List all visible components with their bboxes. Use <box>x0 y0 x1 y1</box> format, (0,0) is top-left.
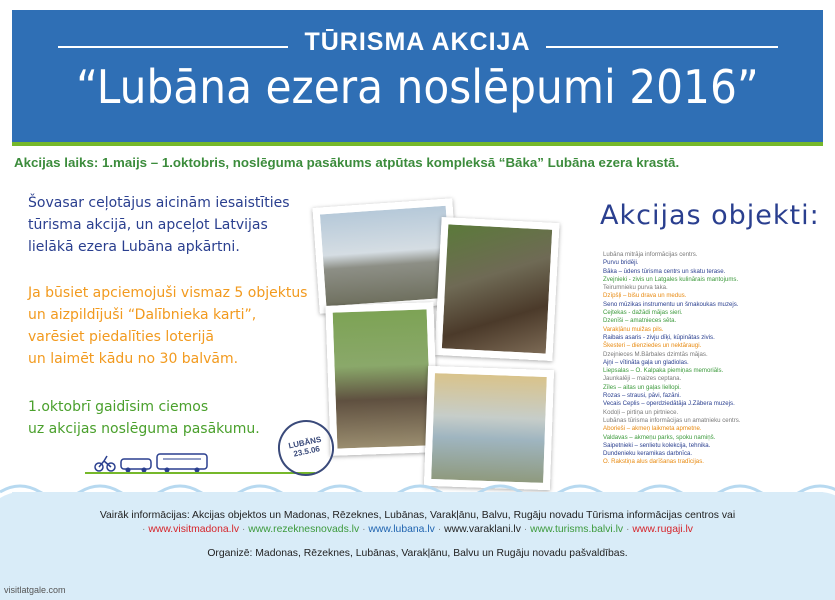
footer-panel <box>12 492 823 588</box>
link-visitmadona[interactable]: www.visitmadona.lv <box>148 524 240 535</box>
header-subtitle: TŪRISMA AKCIJA <box>304 28 531 56</box>
object-item: Cejtekas - dažādi mājas sieri. <box>603 309 683 317</box>
object-item: Dundenieku keramikas darbnīca. <box>603 450 693 458</box>
intro-line: lielākā ezera Lubāna apkārtni. <box>28 239 240 255</box>
photo-ostriches <box>325 302 438 456</box>
object-item: Saipetnieki – senlietu kolekcija, tehnika. <box>603 441 711 449</box>
object-item: Varakļānu muižas pils. <box>603 325 664 333</box>
green-divider <box>12 142 823 146</box>
object-item: Vecais Ceplis – operdziedātāja J.Zābera muzejs. <box>603 400 735 408</box>
objects-title: Akcijas objekti: <box>600 200 820 231</box>
object-item: Seno mūzikas instrumentu un šmakoukas muzejs. <box>603 300 739 308</box>
link-rezeknesnovads[interactable]: www.rezeknesnovads.lv <box>248 524 360 535</box>
footer-info: Vairāk informācijas: Akcijas objektos un Madonas, Rēzeknes, Lubānas, Varakļānu, Balvu, Rugāju novadu Tūrisma informācijas centros vai <box>99 510 736 521</box>
intro-line: un laimēt kādu no 30 balvām. <box>28 351 239 367</box>
object-item: O. Rakstiņa alus darīšanas tradīcijas. <box>603 458 704 466</box>
object-item: Valdavas – akmeņu parks, spoku namiņš. <box>603 433 716 441</box>
footer-organizers: Organizē: Madonas, Rēzeknes, Lubānas, Varakļānu, Balvu un Rugāju novadu pašvaldības. <box>207 548 628 559</box>
object-item: Škesteri – dienziedes un nektāraugi. <box>603 342 702 350</box>
photo-fish-smoking <box>434 217 559 361</box>
object-item: Ajņi – vītināta gaļa un gladiolas. <box>603 358 689 366</box>
object-item: Lubāna mitrāja informācijas centrs. <box>603 251 698 258</box>
campaign-dates: Akcijas laiks: 1.maijs – 1.oktobris, noslēguma pasākums atpūtas kompleksā “Bāka” Lubāna ezera krastā. <box>14 155 680 170</box>
object-item: Liepsalas – O. Kalpaka piemiņas memoriāls. <box>603 367 724 375</box>
link-lubana[interactable]: www.lubana.lv <box>368 524 435 535</box>
intro-line: Šovasar ceļotājus aicinām iesaistīties <box>28 195 290 211</box>
intro-line: tūrisma akcijā, un apceļot Latvijas <box>28 217 268 233</box>
intro-line: Ja būsiet apciemojuši vismaz 5 objektus <box>28 285 308 301</box>
object-item: Dzejnieces M.Bārbales dzimtās mājas. <box>603 350 708 358</box>
object-item: Dzenīši – amatnieces sēta. <box>603 317 677 325</box>
object-item: Zvejnieki - zivis un Latgales kulinārais mantojums. <box>603 275 739 283</box>
intro-line: varēsiet piedalīties loterijā <box>28 329 215 345</box>
object-item: Raibais asaris - zivju dīķi, kūpinātas zivis. <box>603 333 715 341</box>
object-item: Kodoļi – pirtiņa un pirtniece. <box>603 408 679 416</box>
header-title: “Lubāna ezera noslēpumi 2016” <box>76 60 759 114</box>
intro-line: uz akcijas noslēguma pasākumu. <box>28 421 260 437</box>
link-varaklani[interactable]: www.varaklani.lv <box>444 524 521 535</box>
object-item: Aborieši – akmeņ laikmeta apmetne. <box>603 425 702 433</box>
footer-links: · www.visitmadona.lv · www.rezeknesnovads.lv · www.lubana.lv · www.varaklani.lv · www.turisms.balvi.lv · www.rugaji.lv <box>142 524 693 535</box>
link-rugaji[interactable]: www.rugaji.lv <box>632 524 693 535</box>
object-item: Purvu bridēji. <box>603 259 639 267</box>
intro-paragraph-1 <box>28 192 290 258</box>
intro-line: un aizpildījuši “Dalībnieka karti”, <box>28 307 257 323</box>
object-item: Bāka – ūdens tūrisma centrs un skatu terase. <box>603 267 726 275</box>
object-item: Jaunkalēji – maizes ceptana. <box>603 375 682 383</box>
object-item: Lubānas tūrisma informācijas un amatnieku centrs. <box>603 416 741 424</box>
intro-line: 1.oktobrī gaidīsim ciemos <box>28 399 209 415</box>
object-item: Dzīpšļi – bišu drava un medus. <box>603 292 687 300</box>
intro-paragraph-2 <box>28 282 307 370</box>
stamp-text: LUBĀNS 23.5.06 <box>287 434 323 459</box>
object-item: Zīles – aitas un gaļas liellopi. <box>603 383 681 391</box>
object-item: Rozas – strausi, pāvi, fazāni. <box>603 392 681 400</box>
objects-list <box>603 251 741 467</box>
intro-paragraph-3 <box>28 396 260 440</box>
object-item: Teirumnieku purva taka. <box>603 284 668 292</box>
watermark: visitlatgale.com <box>4 585 66 595</box>
photo-cyclist-lake <box>424 366 554 490</box>
link-turisms-balvi[interactable]: www.turisms.balvi.lv <box>530 524 624 535</box>
